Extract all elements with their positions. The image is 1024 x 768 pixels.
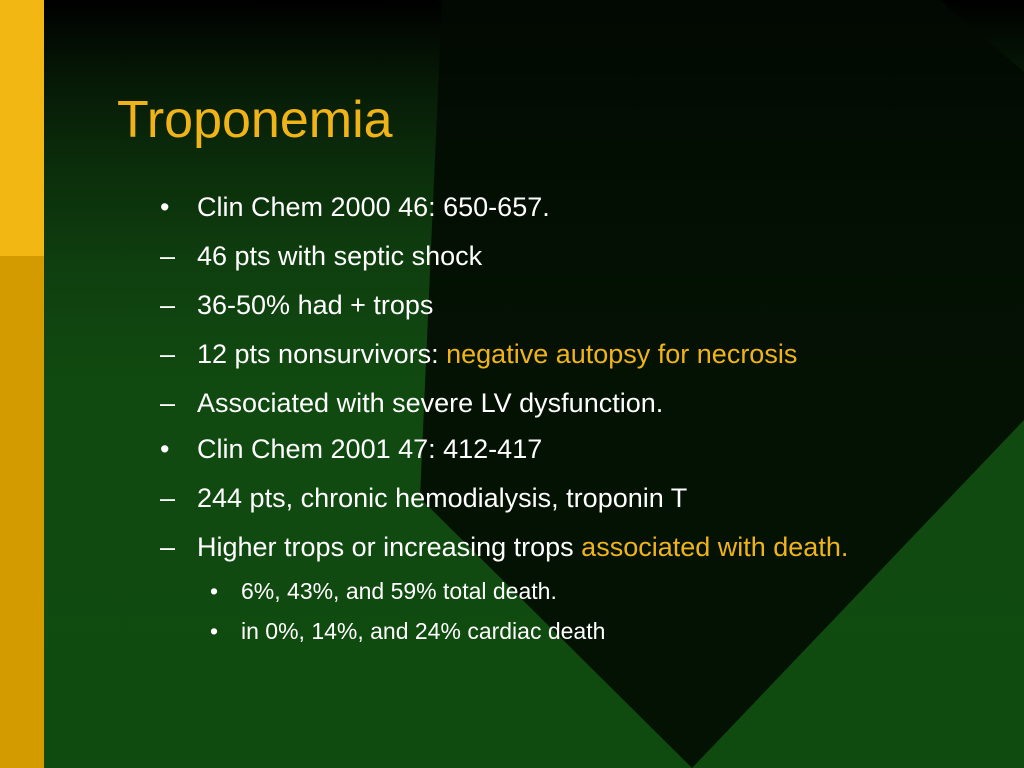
bullet-marker: • xyxy=(210,618,219,644)
bullet-text: 244 pts, chronic hemodialysis, troponin T xyxy=(197,483,688,513)
bullet-text-container xyxy=(160,337,920,371)
bullet-text: Higher trops or increasing trops xyxy=(197,532,582,562)
bullet-text: Clin Chem 2000 46: 650-657. xyxy=(197,192,550,222)
bullet-text: 46 pts with septic shock xyxy=(197,241,483,271)
bullet-list xyxy=(160,190,920,646)
bullet-text: 6%, 43%, and 59% total death. xyxy=(241,578,557,604)
dash-marker: – xyxy=(160,388,176,418)
sub-bullet-item xyxy=(210,576,920,606)
dash-marker: – xyxy=(160,339,176,369)
accent-bar-top xyxy=(0,0,44,256)
dash-marker: – xyxy=(160,241,176,271)
bullet-item xyxy=(160,190,920,224)
slide-title: Troponemia xyxy=(117,91,393,149)
accent-bar-bottom xyxy=(0,256,44,768)
bullet-marker: • xyxy=(160,192,170,222)
bullet-item xyxy=(160,481,920,515)
bullet-marker: • xyxy=(210,578,219,604)
dash-marker: – xyxy=(160,290,176,320)
bullet-text: in 0%, 14%, and 24% cardiac death xyxy=(241,618,606,644)
bullet-item xyxy=(160,432,920,466)
bullet-text-container xyxy=(160,530,920,564)
bullet-text: 36-50% had + trops xyxy=(197,290,434,320)
bullet-item xyxy=(160,386,920,420)
highlighted-text: negative autopsy for necrosis xyxy=(446,339,798,369)
bullet-marker: • xyxy=(160,434,170,464)
bullet-text: Clin Chem 2001 47: 412-417 xyxy=(197,434,543,464)
bullet-text: Associated with severe LV dysfunction. xyxy=(197,388,664,418)
bullet-item xyxy=(160,337,920,371)
highlighted-text: associated with death. xyxy=(581,532,849,562)
bullet-item xyxy=(160,530,920,564)
bullet-item xyxy=(160,288,920,322)
bullet-text: 12 pts nonsurvivors: xyxy=(197,339,447,369)
dash-marker: – xyxy=(160,483,176,513)
sub-bullet-item xyxy=(210,616,920,646)
bullet-item xyxy=(160,239,920,273)
dash-marker: – xyxy=(160,532,176,562)
